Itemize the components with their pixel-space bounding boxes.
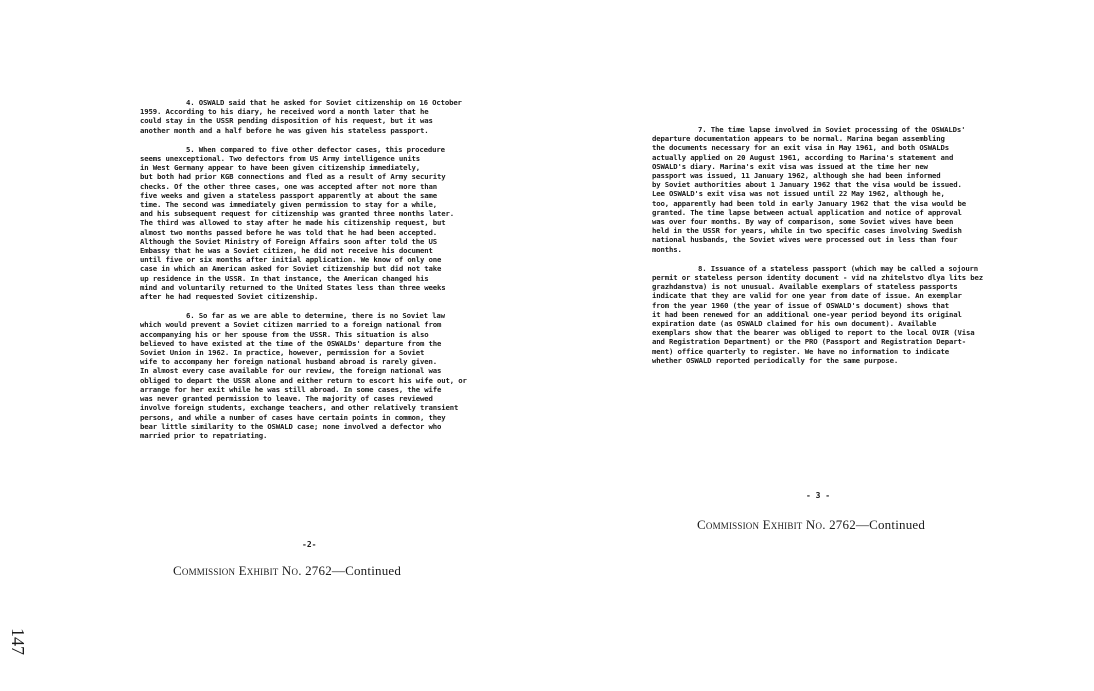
paragraph-line: 5. When compared to five other defector cases, this procedure [186, 144, 445, 154]
paragraph-line: granted. The time lapse between actual application and notice of approval [652, 207, 962, 217]
right-page-number: - 3 - [806, 491, 831, 500]
paragraph-line: it had been renewed for an additional one-year period beyond its original [652, 309, 962, 319]
paragraph-line: five weeks and given a stateless passport apparently at about the same [140, 190, 438, 200]
paragraph-line: 7. The time lapse involved in Soviet processing of the OSWALDs' [698, 125, 966, 134]
paragraph-line: could stay in the USSR pending disposition of his request, but it was [140, 116, 433, 126]
paragraph [652, 125, 1022, 254]
left-page-body [140, 98, 510, 440]
left-caption-prefix: Commission Exhibit No. [173, 563, 302, 578]
paragraph-line: grazhdanstva) is not unusual. Available exemplars of stateless passports [652, 282, 958, 292]
paragraph-line: time. The second was immediately given permission to stay for a while, [140, 200, 438, 210]
paragraph-line: 1959. According to his diary, he received word a month later that he [140, 107, 429, 117]
right-caption-prefix: Commission Exhibit No. [697, 517, 826, 532]
paragraph-line: Lee OSWALD's exit visa was not issued until 22 May 1962, although he, [652, 189, 945, 199]
paragraph-line: 8. Issuance of a stateless passport (which may be called a sojourn [698, 263, 979, 273]
paragraph-line: The third was allowed to stay after he made his citizenship request, but [140, 218, 446, 228]
paragraph-line: married prior to repatriating. [140, 430, 268, 440]
paragraph-line: indicate that they are valid for one year from date of issue. An exemplar [652, 291, 962, 301]
left-exhibit-caption [173, 563, 401, 579]
right-page [652, 125, 1022, 375]
paragraph [652, 264, 1022, 365]
paragraph-line: 4. OSWALD said that he asked for Soviet citizenship on 16 October [186, 98, 462, 107]
paragraph-line: which would prevent a Soviet citizen married to a foreign national from [140, 320, 442, 330]
paragraph-line: expiration date (as OSWALD claimed for his own document). Available [652, 319, 937, 329]
left-page [140, 98, 510, 450]
paragraph-line: after he had requested Soviet citizenship. [140, 292, 319, 302]
paragraph-line: Embassy that he was a Soviet citizen, he did not receive his document [140, 246, 433, 256]
paragraph-line: OSWALD's diary. Marina's exit visa was issued at the time her new [652, 161, 928, 171]
paragraph-line: arrange for her exit while he was still abroad. In some cases, the wife [140, 384, 442, 394]
paragraph-line: ment) office quarterly to register. We have no information to indicate [652, 346, 950, 356]
paragraph-line: national husbands, the Soviet wives were processed out in less than four [652, 235, 958, 245]
right-page-body [652, 125, 1022, 365]
paragraph [140, 145, 510, 301]
paragraph-line: mind and voluntarily returned to the United States less than three weeks [140, 282, 446, 292]
paragraph-line: in West Germany appear to have been given citizenship immediately, [140, 163, 421, 173]
margin-page-number: 147 [8, 628, 28, 655]
paragraph-line: In almost every case available for our review, the foreign national was [140, 366, 442, 376]
paragraph-line: held in the USSR for years, while in two specific cases involving Swedish [652, 226, 962, 236]
paragraph-line: departure documentation appears to be normal. Marina began assembling [652, 134, 945, 144]
paragraph-line: actually applied on 20 August 1961, according to Marina's statement and [652, 152, 954, 162]
paragraph-line: seems unexceptional. Two defectors from US Army intelligence units [140, 154, 421, 164]
paragraph-line: bear little similarity to the OSWALD case; none involved a defector who [140, 421, 442, 431]
paragraph-line: almost two months passed before he was told that he had been accepted. [140, 227, 438, 237]
paragraph-line: accompanying his or her spouse from the USSR. This situation is also [140, 329, 429, 339]
paragraph-line: involve foreign students, exchange teachers, and other relatively transient [140, 403, 459, 413]
paragraph [140, 98, 510, 135]
right-exhibit-caption [697, 517, 925, 533]
paragraph-line: too, apparently had been told in early January 1962 that the visa would be [652, 198, 966, 208]
paragraph-line: was over four months. By way of comparison, some Soviet wives have been [652, 217, 954, 227]
paragraph-line: by Soviet authorities about 1 January 1962 that the visa would be issued. [652, 180, 962, 190]
paragraph-line: persons, and while a number of cases have certain points in common, they [140, 412, 446, 422]
paragraph-line: another month and a half before he was given his stateless passport. [140, 125, 429, 135]
paragraph [140, 311, 510, 440]
paragraph-line: Soviet Union in 1962. In practice, however, permission for a Soviet [140, 348, 425, 358]
paragraph-line: from the year 1960 (the year of issue of OSWALD's document) shows that [652, 300, 950, 310]
paragraph-line: the documents necessary for an exit visa in May 1961, and both OSWALDs [652, 143, 950, 153]
right-caption-suffix: 2762—Continued [829, 517, 926, 532]
paragraph-line: whether OSWALD reported periodically for the same purpose. [652, 355, 899, 365]
paragraph-line: passport was issued, 11 January 1962, although she had been informed [652, 171, 941, 181]
paragraph-line: Although the Soviet Ministry of Foreign Affairs soon after told the US [140, 236, 438, 246]
paragraph-line: and Registration Department) or the PRO (Passport and Registration Depart- [652, 337, 966, 347]
left-page-number: -2- [302, 540, 317, 549]
paragraph-line: until five or six months after initial application. We know of only one [140, 255, 442, 265]
paragraph-line: 6. So far as we are able to determine, there is no Soviet law [186, 311, 445, 321]
paragraph-line: obliged to depart the USSR alone and either return to escort his wife out, or [140, 375, 467, 385]
paragraph-line: but both had prior KGB connections and fled as a result of Army security [140, 172, 446, 182]
paragraph-line: believed to have existed at the time of the OSWALDs' departure from the [140, 338, 442, 348]
paragraph-line: checks. Of the other three cases, one was accepted after not more than [140, 181, 438, 191]
paragraph-line: was never granted permission to leave. The majority of cases reviewed [140, 394, 433, 404]
paragraph-line: case in which an American asked for Soviet citizenship but did not take [140, 264, 442, 274]
paragraph-line: permit or stateless person identity document - vid na zhitelstvo dlya lits bez [652, 273, 983, 283]
left-caption-suffix: 2762—Continued [305, 563, 402, 578]
paragraph-line: up residence in the USSR. In that instance, the American changed his [140, 273, 429, 283]
paragraph-line: months. [652, 244, 682, 254]
paragraph-line: and his subsequent request for citizenship was granted three months later. [140, 209, 454, 219]
paragraph-line: wife to accompany her foreign national husband abroad is rarely given. [140, 357, 438, 367]
paragraph-line: exemplars show that the bearer was obliged to report to the local OVIR (Visa [652, 328, 975, 338]
